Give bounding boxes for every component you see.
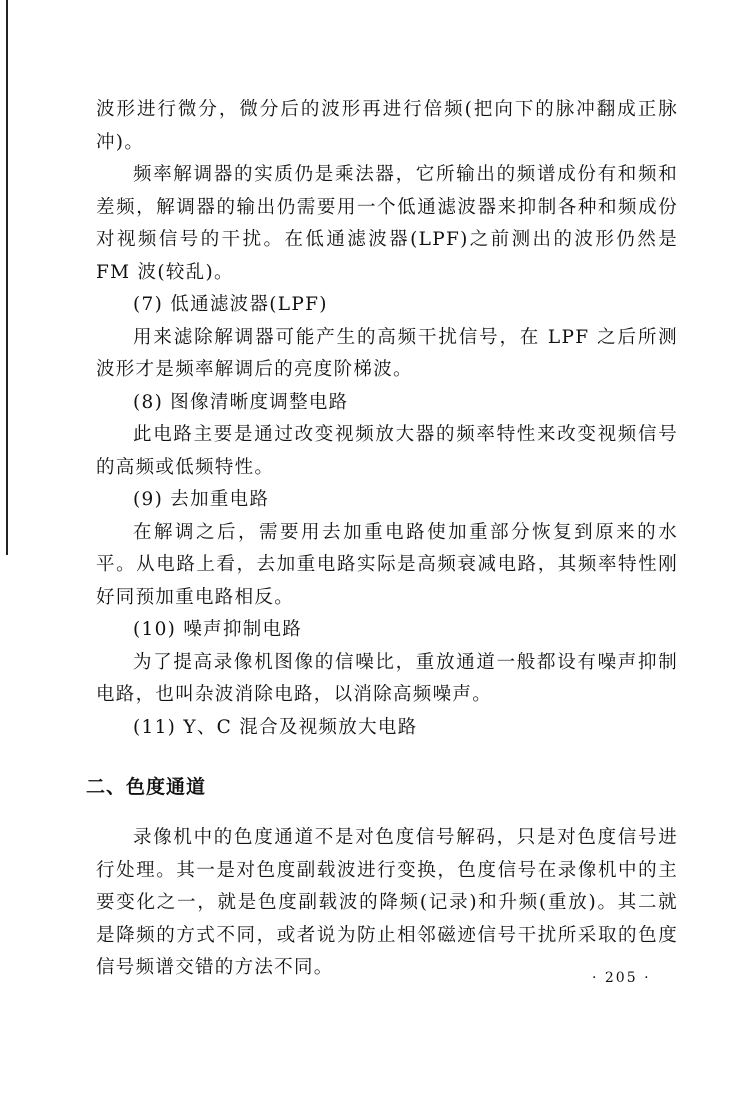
paragraph-de-emphasis: 在解调之后，需要用去加重电路使加重部分恢复到原来的水平。从电路上看，去加重电路实际是高频衰减电路，其频率特性刚好同预加重电路相反。 [96,521,678,608]
paragraph-chroma-channel: 录像机中的色度通道不是对色度信号解码，只是对色度信号进行处理。其一是对色度副载波进行变换，色度信号在录像机中的主要变化之一，就是色度副载波的降频(记录)和升频(重放)。其二就是降频的方式不同，或者说为防止相邻磁迹信号干扰所采取的色度信号频谱交错的方法不同。 [96,827,678,978]
paragraph-sharpness-adjust: 此电路主要是通过改变视频放大器的频率特性来改变视频信号的高频或低频特性。 [96,424,678,478]
page-number: · 205 · [592,970,651,986]
paragraph-low-pass-filter: 用来滤除解调器可能产生的高频干扰信号，在 LPF 之后所测波形才是频率解调后的亮度阶梯波。 [96,326,678,380]
paragraph-continuation: 波形进行微分，微分后的波形再进行倍频(把向下的脉冲翻成正脉冲)。 [96,99,678,153]
subheading-noise-suppression: (10) 噪声抑制电路 [133,619,303,640]
subheading-low-pass-filter: (7) 低通滤波器(LPF) [133,294,328,315]
section-heading-chroma-channel: 二、色度通道 [86,776,207,798]
paragraph-noise-suppression: 为了提高录像机图像的信噪比，重放通道一般都设有噪声抑制电路，也叫杂波消除电路，以消除高频噪声。 [96,651,678,705]
subheading-sharpness-adjust: (8) 图像清晰度调整电路 [133,391,349,413]
binding-edge-line [6,0,8,555]
page-body [86,94,678,985]
paragraph-frequency-demodulator: 频率解调器的实质仍是乘法器，它所输出的频谱成份有和频和差频，解调器的输出仍需要用一个低通滤波器来抑制各种和频成份对视频信号的干扰。在低通滤波器(LPF)之前测出的波形仍然是 FM 波(较乱)。 [96,164,678,283]
subheading-de-emphasis: (9) 去加重电路 [133,489,270,510]
subheading-yc-mix: (11) Y、C 混合及视频放大电路 [133,716,418,738]
